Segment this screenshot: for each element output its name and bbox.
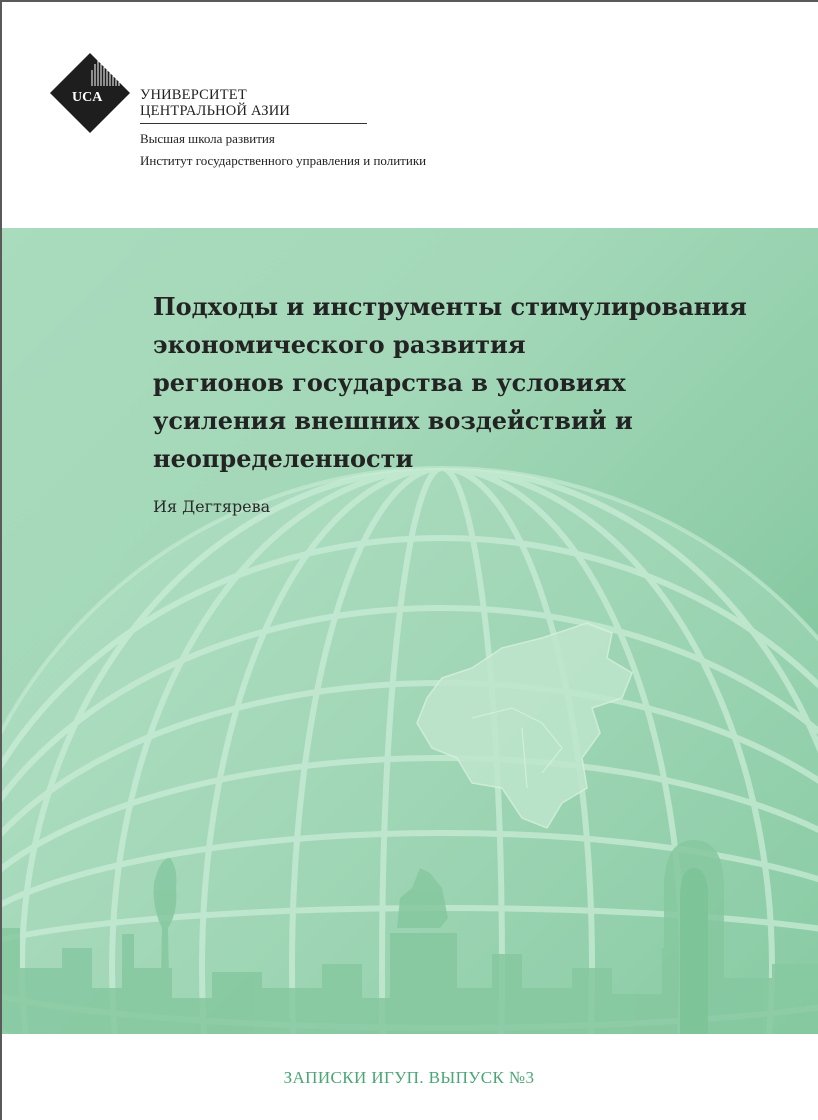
series-label: ЗАПИСКИ ИГУП. ВЫПУСК №3 [283, 1068, 535, 1087]
university-name [140, 87, 290, 119]
institute-name: Институт государственного управления и политики [140, 153, 427, 168]
book-title [153, 288, 753, 478]
title-line: неопределенности [153, 444, 414, 473]
page-border-top [0, 0, 818, 2]
university-name-line1: УНИВЕРСИТЕТ [140, 87, 247, 103]
title-line: экономического развития [153, 330, 526, 359]
header-divider [140, 123, 367, 124]
school-name: Высшая школа развития [140, 131, 275, 146]
title-line: регионов государства в условиях [153, 368, 626, 397]
logo-text: UCA [72, 90, 103, 105]
uca-logo [48, 52, 132, 134]
title-line: усиления внешних воздействий и [153, 406, 633, 435]
title-line: Подходы и инструменты стимулирования [153, 292, 747, 321]
author-name: Ия Дегтярева [153, 497, 271, 516]
university-name-line2: ЦЕНТРАЛЬНОЙ АЗИИ [140, 103, 291, 119]
